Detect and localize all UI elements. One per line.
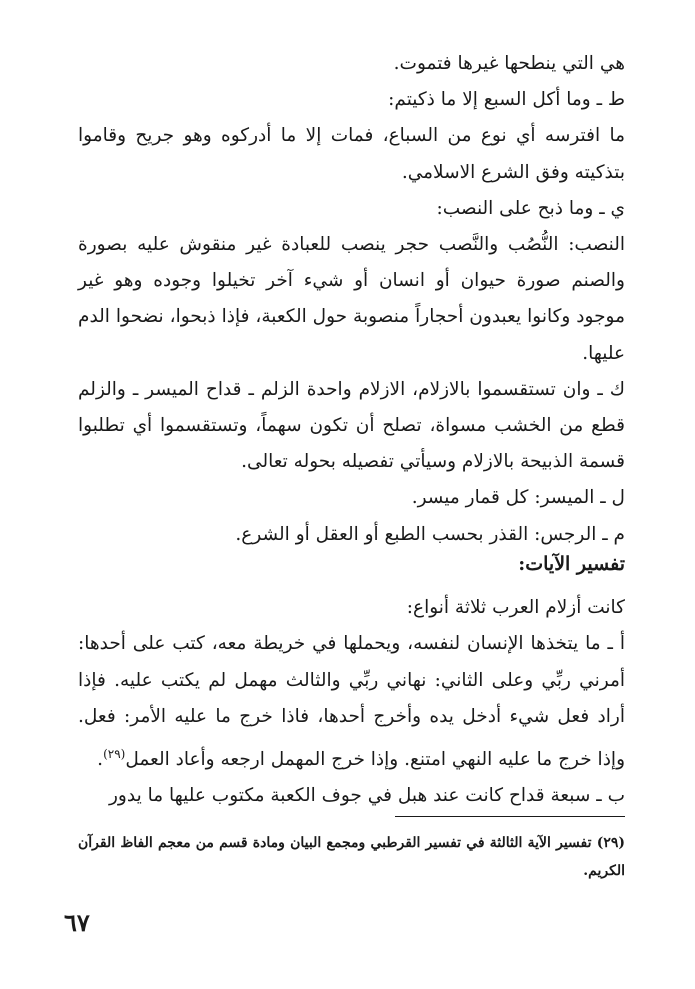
tafsir-alif: أ ـ ما يتخذها الإنسان لنفسه، ويحملها في خريطة معه، كتب على أحدها: أمرني ربِّي وعلى الثاني: نهاني ربِّي والثالث مهمل لم يكتب عليه. فإذا أراد فعل شيء أدخل يده وأخرج أحدها، فاذا خرج ما عليه الأمر: فعل. وإذا خرج ما عليه النهي امتنع. وإذا خرج المهمل ارجعه وأعاد العمل$^{(٢٩)}$. <box>78 633 625 770</box>
item-ta-explanation: ما افترسه أي نوع من السباع، فمات إلا ما أدركوه وهو جريح وقاموا بتذكيته وفق الشرع الاسلامي. <box>78 125 625 183</box>
glossary-text <box>78 46 625 553</box>
item-lam: ل ـ الميسر: كل قمار ميسر. <box>411 487 625 509</box>
page-number: ٦٧ <box>64 908 90 937</box>
tafsir-text <box>78 590 625 815</box>
tafsir-alif-text: أ ـ ما يتخذها الإنسان لنفسه، ويحملها في خريطة معه، كتب على أحدها: أمرني ربِّي وعلى الثاني: نهاني ربِّي والثالث مهمل لم يكتب عليه. فإذا أراد فعل شيء أدخل يده وأخرج أحدها، فاذا خرج ما عليه الأمر: فعل. وإذا خرج ما عليه النهي امتنع. وإذا خرج المهمل ارجعه وأعاد العمل <box>78 633 625 770</box>
footnote-reference: (٢٩) <box>103 746 126 761</box>
item-kaf: ك ـ وان تستقسموا بالازلام، الازلام واحدة الزلم ـ قداح الميسر ـ والزلم قطع من الخشب مسواة، تصلح أن تكون سهماً، وتستقسموا أي تطلبوا قسمة الذبيحة بالازلام وسيأتي تفصيله بحوله تعالى. <box>78 378 625 473</box>
item-mim: م ـ الرجس: القذر بحسب الطبع أو العقل أو الشرع. <box>235 523 625 545</box>
tafsir-ba: ب ـ سبعة قداح كانت عند هبل في جوف الكعبة مكتوب عليها ما يدور <box>108 785 625 807</box>
section-title: تفسير الآيات: <box>518 553 625 575</box>
footnote <box>78 829 625 885</box>
footnote-divider <box>395 816 625 817</box>
tafsir-intro: كانت أزلام العرب ثلاثة أنواع: <box>406 597 625 618</box>
item-ta: ط ـ وما أكل السبع إلا ما ذكيتم: <box>388 89 625 111</box>
footnote-text: (٢٩) تفسير الآية الثالثة في تفسير القرطبي ومجمع البيان ومادة قسم من معجم الفاظ القرآن الكريم. <box>78 835 625 879</box>
item-nusub-explanation: النصب: النُّصُب والنَّصب حجر ينصب للعبادة غير منقوش عليه بصورة والصنم صورة حيوان أو انسان أو شيء آخر تخيلوا وجوده وهو غير موجود وكانوا يعبدون أحجاراً منصوبة حول الكعبة، فإذا ذبحوا، نضحوا الدم عليها. <box>78 234 625 364</box>
line-natiha: هي التي ينطحها غيرها فتموت. <box>393 53 625 74</box>
item-ya: ي ـ وما ذبح على النصب: <box>436 197 625 219</box>
